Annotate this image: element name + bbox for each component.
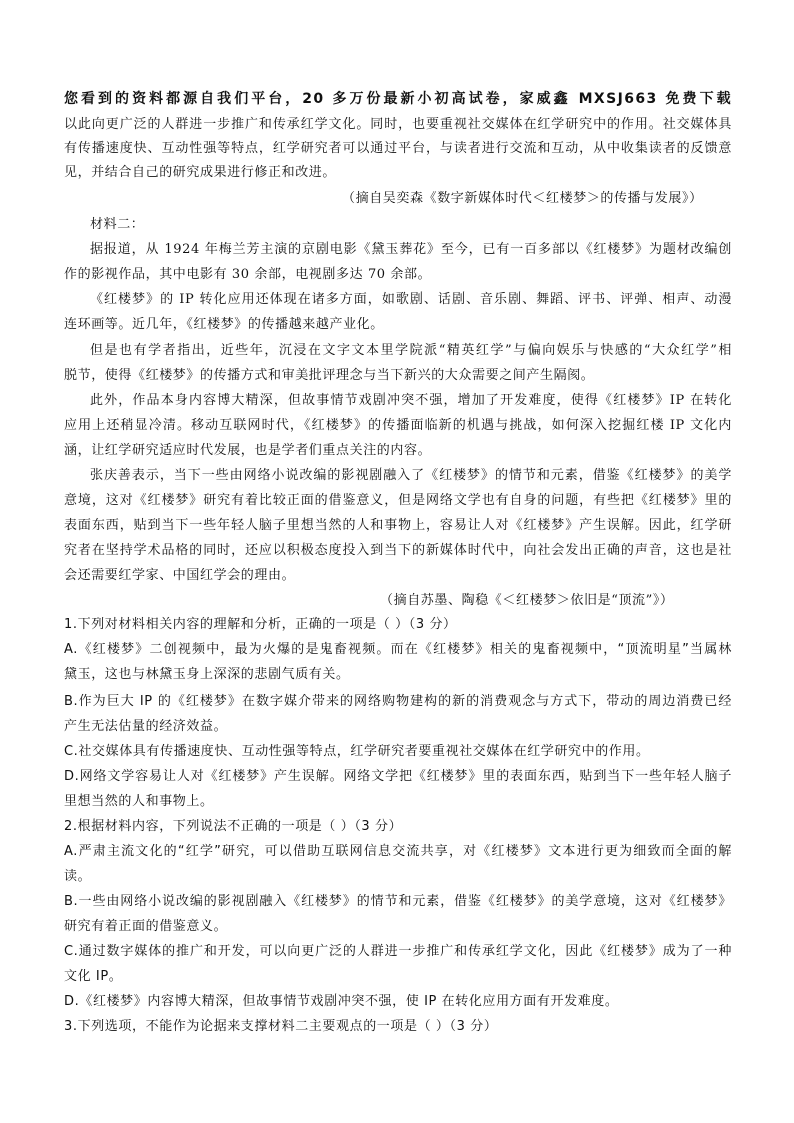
material1-line-3: 见，并结合自己的研究成果进行修正和改进。	[64, 165, 337, 180]
q1-option-b-cont: 产生无法估量的经济效益。	[64, 719, 228, 734]
q2-option-c: C.通过数字媒体的推广和开发，可以向更广泛的人群进一步推广和传承红学文化，因此《红楼梦》成为了一种	[64, 944, 732, 959]
q1-option-a-cont: 黛玉，这也与林黛玉身上深深的悲剧气质有关。	[64, 667, 350, 682]
source-banner: 您看到的资料都源自我们平台，20 多万份最新小初高试卷，家威鑫 MXSJ663 免费下载	[64, 91, 732, 107]
material2-line-11: 意境，这对《红楼梦》研究有着比较正面的借鉴意义，但是网络文学也有自身的问题，有些把《红楼梦》里的	[64, 493, 732, 508]
material2-line-4: 连环画等。近几年，《红楼梦》的传播越来越产业化。	[64, 317, 384, 332]
q1-option-d-cont: 里想当然的人和事物上。	[64, 794, 214, 809]
q2-option-c-cont: 文化 IP。	[64, 969, 123, 984]
material1-citation: （摘自吴奕森《数字新媒体时代＜红楼梦＞的传播与发展》）	[342, 191, 703, 206]
material2-line-13: 究者在坚持学术品格的同时，还应以积极态度投入到当下的新媒体时代中，向社会发出正确的声音，这也是社	[64, 543, 732, 558]
material2-line-8: 应用上还稍显冷清。移动互联网时代，《红楼梦》的传播面临新的机遇与挑战，如何深入挖掘红楼 IP 文化内	[64, 418, 732, 433]
material2-line-1: 据报道，从 1924 年梅兰芳主演的京剧电影《黛玉葬花》至今，已有一百多部以《红楼梦》为题材改编创	[90, 242, 732, 257]
q2-option-a-cont: 读。	[64, 869, 92, 884]
q1-option-b: B.作为巨大 IP 的《红楼梦》在数字媒介带来的网络购物建构的新的消费观念与方式下，带动的周边消费已经	[64, 694, 732, 709]
q1-option-d: D.网络文学容易让人对《红楼梦》产生误解。网络文学把《红楼梦》里的表面东西，贴到当下一些年轻人脑子	[64, 769, 732, 784]
q2-option-b: B.一些由网络小说改编的影视剧融入《红楼梦》的情节和元素，借鉴《红楼梦》的美学意境，这对《红楼梦》	[64, 894, 732, 909]
material2-line-5: 但是也有学者指出，近些年，沉浸在文字文本里学院派“精英红学”与偏向娱乐与快感的“大众红学”相	[90, 343, 732, 358]
q2-stem: 2.根据材料内容，下列说法不正确的一项是（ ）（3 分）	[64, 819, 403, 834]
material2-line-2: 作的影视作品，其中电影有 30 余部，电视剧多达 70 余部。	[64, 267, 432, 282]
q2-option-d: D.《红楼梦》内容博大精深，但故事情节戏剧冲突不强，使 IP 在转化应用方面有开发难度。	[64, 994, 619, 1009]
q1-stem: 1.下列对材料相关内容的理解和分析，正确的一项是（ ）（3 分）	[64, 617, 457, 632]
q2-option-b-cont: 研究有着正面的借鉴意义。	[64, 919, 228, 934]
q3-stem: 3.下列选项，不能作为论据来支撑材料二主要观点的一项是（ ）（3 分）	[64, 1019, 498, 1034]
material2-line-6: 脱节，使得《红楼梦》的传播方式和审美批评理念与当下新兴的大众需要之间产生隔阂。	[64, 368, 595, 383]
material2-line-14: 会还需要红学家、中国红学会的理由。	[64, 568, 296, 583]
material2-citation: （摘自苏墨、陶稳《＜红楼梦＞依旧是“顶流”》）	[380, 593, 674, 608]
material1-line-2: 有传播速度快、互动性强等特点，红学研究者可以通过平台，与读者进行交流和互动，从中收集读者的反馈意	[64, 141, 732, 156]
material2-heading: 材料二：	[90, 217, 145, 232]
material2-line-3: 《红楼梦》的 IP 转化应用还体现在诸多方面，如歌剧、话剧、音乐剧、舞蹈、评书、评弹、相声、动漫	[90, 292, 732, 307]
material1-line-1: 以此向更广泛的人群进一步推广和传承红学文化。同时，也要重视社交媒体在红学研究中的作用。社交媒体具	[64, 117, 732, 132]
q2-option-a: A.严肃主流文化的“红学”研究，可以借助互联网信息交流共享，对《红楼梦》文本进行更为细致而全面的解	[64, 844, 732, 859]
material2-line-10: 张庆善表示，当下一些由网络小说改编的影视剧融入了《红楼梦》的情节和元素，借鉴《红楼梦》的美学	[90, 468, 732, 483]
material2-line-12: 表面东西，贴到当下一些年轻人脑子里想当然的人和事物上，容易让人对《红楼梦》产生误解。因此，红学研	[64, 518, 732, 533]
material2-line-7: 此外，作品本身内容博大精深，但故事情节戏剧冲突不强，增加了开发难度，使得《红楼梦》IP 在转化	[90, 393, 732, 408]
q1-option-c: C.社交媒体具有传播速度快、互动性强等特点，红学研究者要重视社交媒体在红学研究中的作用。	[64, 744, 650, 759]
q1-option-a: A.《红楼梦》二创视频中，最为火爆的是鬼畜视频。而在《红楼梦》相关的鬼畜视频中，“顶流明星”当属林	[64, 642, 732, 657]
material2-line-9: 涵，让红学研究适应时代发展，也是学者们重点关注的内容。	[64, 443, 432, 458]
